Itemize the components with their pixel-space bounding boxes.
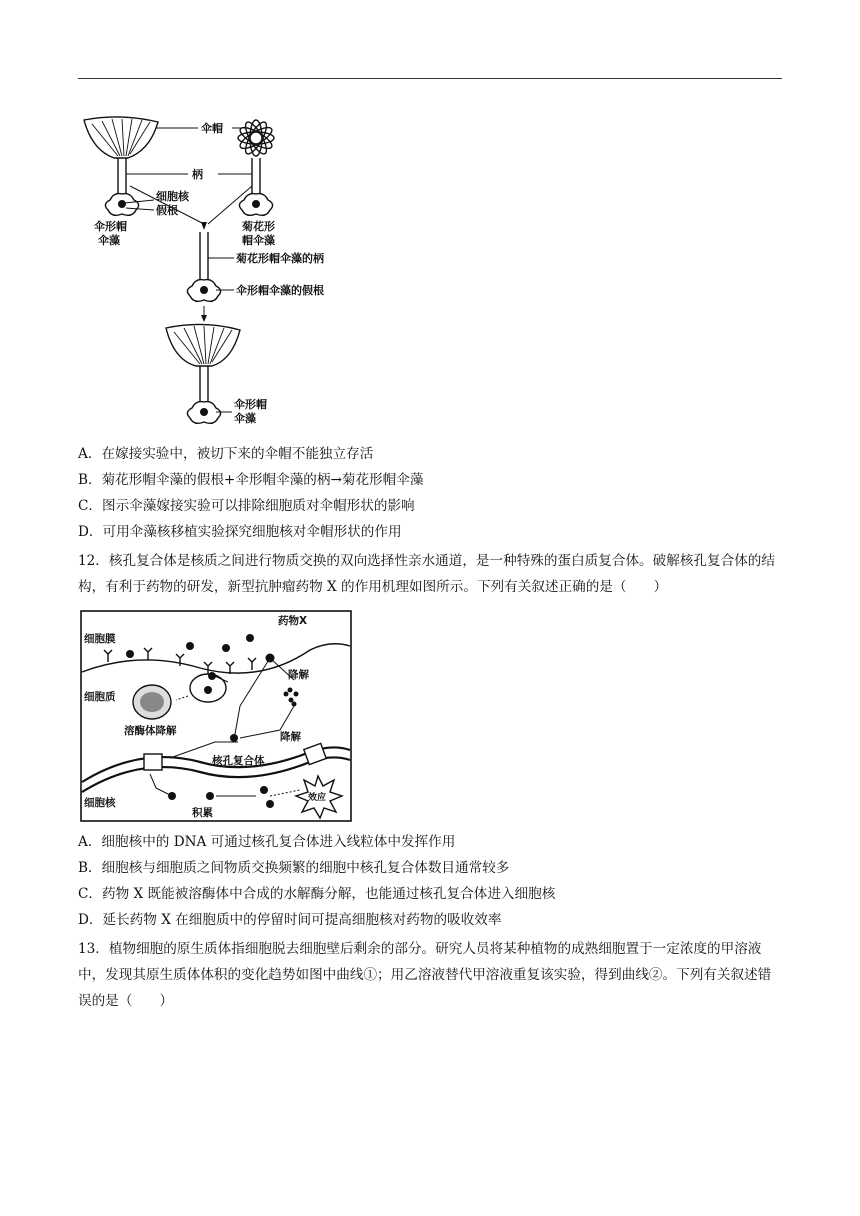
label-graft-rhizoid: 伞形帽伞藻的假根 [236,284,324,297]
label-cap: 伞帽 [201,122,223,135]
label-degrade-1: 降解 [288,669,309,681]
label-right-name-2: 帽伞藻 [242,234,275,247]
label-graft-stalk: 菊花形帽伞藻的柄 [236,252,324,265]
q12-option-c: C．药物 X 既能被溶酶体中合成的水解酶分解，也能通过核孔复合体进入细胞核 [78,886,556,902]
label-lysosome: 溶酶体降解 [124,725,177,737]
label-drug: 药物X [278,615,308,627]
header-rule [78,78,782,79]
label-nucleus: 细胞核 [84,797,116,809]
acetabularia-graft-diagram [70,108,370,438]
label-membrane: 细胞膜 [84,633,116,645]
q11-option-a: A．在嫁接实验中，被切下来的伞帽不能独立存活 [78,446,374,462]
label-nucleus: 细胞核 [156,190,189,203]
label-result-name-2: 伞藻 [234,412,256,425]
label-cytoplasm: 细胞质 [84,691,116,703]
label-result-name-1: 伞形帽 [234,398,267,411]
label-npc: 核孔复合体 [212,755,265,767]
q12-option-b: B．细胞核与细胞质之间物质交换频繁的细胞中核孔复合体数目通常较多 [78,860,510,876]
q11-option-b: B．菊花形帽伞藻的假根+伞形帽伞藻的柄→菊花形帽伞藻 [78,472,424,488]
q11-option-c: C．图示伞藻嫁接实验可以排除细胞质对伞帽形状的影响 [78,498,415,514]
label-left-name-2: 伞藻 [98,234,120,247]
q13-stem: 13．植物细胞的原生质体指细胞脱去细胞壁后剩余的部分。研究人员将某种植物的成熟细胞置于一定浓度的甲溶液中，发现其原生质体体积的变化趋势如图中曲线①；用乙溶液替代甲溶液重复该实验，得到曲线②。下列有关叙述错误的是（ ） [78,941,772,1009]
label-accumulate: 积累 [192,807,213,819]
q12-option-d: D．延长药物 X 在细胞质中的停留时间可提高细胞核对药物的吸收效率 [78,912,502,928]
label-stalk: 柄 [192,168,203,181]
q11-option-d: D．可用伞藻核移植实验探究细胞核对伞帽形状的作用 [78,524,402,540]
q12-stem: 12．核孔复合体是核质之间进行物质交换的双向选择性亲水通道，是一种特殊的蛋白质复合体。破解核孔复合体的结构，有利于药物的研发，新型抗肿瘤药物 X 的作用机理如图所示。下列有关叙述正确的是（ ） [78,553,775,595]
label-right-name-1: 菊花形 [242,220,275,233]
label-rhizoid: 假根 [156,204,178,217]
label-effect: 效应 [308,793,327,803]
label-left-name-1: 伞形帽 [94,220,127,233]
label-degrade-2: 降解 [280,731,301,743]
q12-option-a: A．细胞核中的 DNA 可通过核孔复合体进入线粒体中发挥作用 [78,834,456,850]
drug-x-mechanism-diagram [80,610,352,822]
